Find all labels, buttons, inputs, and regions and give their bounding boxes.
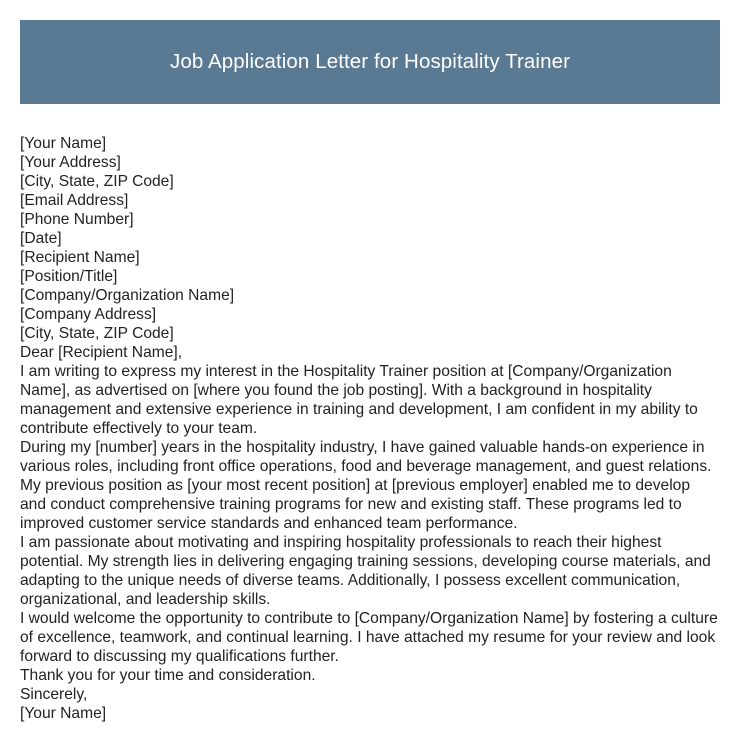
closing: Sincerely, xyxy=(20,686,88,703)
paragraph-strengths: I am passionate about motivating and inspiring hospitality professionals to reach their highest potential. My strength lies in delivering engaging training sessions, developing course materials, and adapting to the unique needs of diverse teams. Additionally, I possess excellent communication, organizational, and leadership skills. xyxy=(20,534,711,608)
sender-name: [Your Name] xyxy=(20,135,107,152)
paragraph-thanks: Thank you for your time and consideration. xyxy=(20,667,316,684)
recipient-block xyxy=(20,248,720,343)
sender-block xyxy=(20,134,720,248)
letter-body xyxy=(20,134,720,723)
paragraph-closing-pitch: I would welcome the opportunity to contribute to [Company/Organization Name] by fostering a culture of excellence, teamwork, and continual learning. I have attached my resume for your review and look forward to discussing my qualifications further. xyxy=(20,610,718,665)
sender-email: [Email Address] xyxy=(20,192,129,209)
page-title: Job Application Letter for Hospitality Trainer xyxy=(170,49,570,73)
recipient-company: [Company/Organization Name] xyxy=(20,287,235,304)
recipient-address: [Company Address] xyxy=(20,306,157,323)
sender-phone: [Phone Number] xyxy=(20,211,134,228)
recipient-city-state-zip: [City, State, ZIP Code] xyxy=(20,325,174,342)
recipient-name: [Recipient Name] xyxy=(20,249,140,266)
letter-date: [Date] xyxy=(20,230,62,247)
recipient-position: [Position/Title] xyxy=(20,268,118,285)
salutation: Dear [Recipient Name], xyxy=(20,344,183,361)
sender-address: [Your Address] xyxy=(20,154,121,171)
paragraph-introduction: I am writing to express my interest in the Hospitality Trainer position at [Company/Organization Name], as advertised on [where you found the job posting]. With a background in hospitality management and extensive experience in training and development, I am confident in my ability to contribute effectively to your team. xyxy=(20,363,698,437)
paragraph-experience: During my [number] years in the hospitality industry, I have gained valuable hands-on experience in various roles, including front office operations, food and beverage management, and guest relations. My previous position as [your most recent position] at [previous employer] enabled me to develop and conduct comprehensive training programs for new and existing staff. These programs led to improved customer service standards and enhanced team performance. xyxy=(20,439,712,532)
sender-city-state-zip: [City, State, ZIP Code] xyxy=(20,173,174,190)
signature: [Your Name] xyxy=(20,705,107,722)
header-banner xyxy=(20,20,720,104)
